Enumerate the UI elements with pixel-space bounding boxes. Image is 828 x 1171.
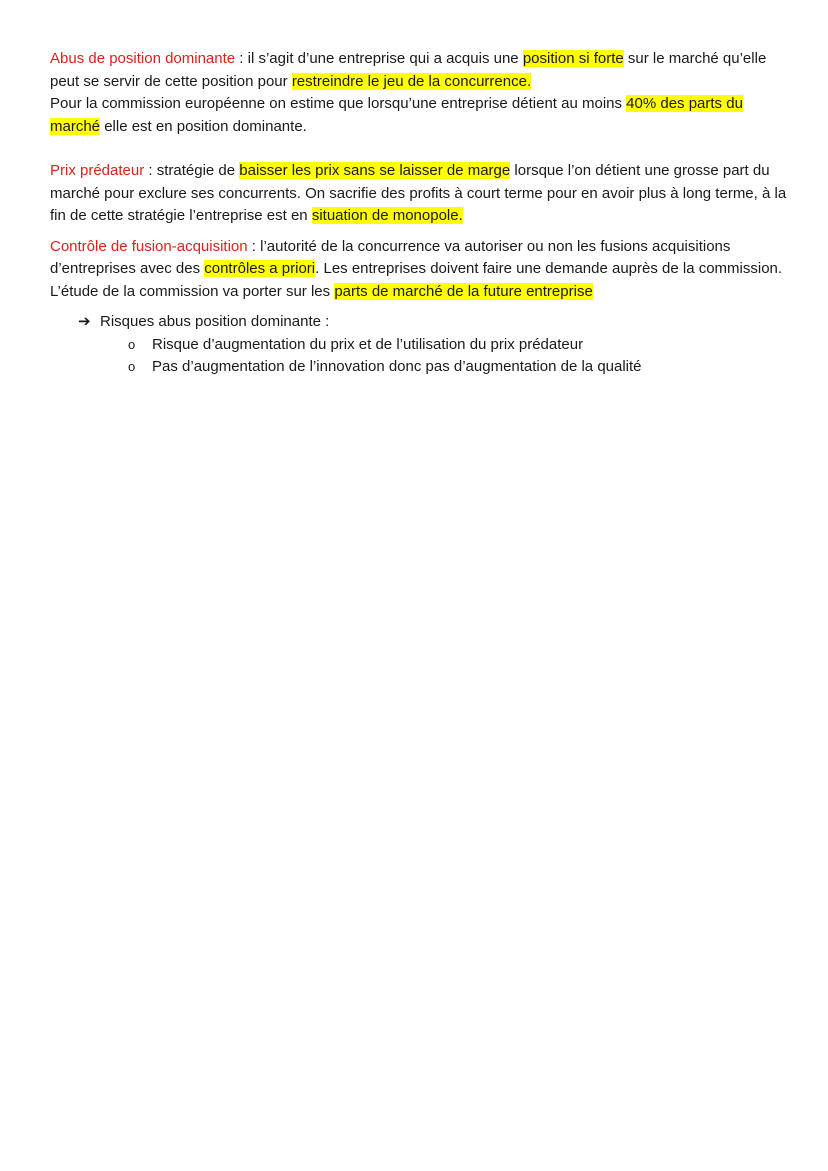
risks-list bbox=[50, 311, 788, 379]
fusion-term: Contrôle de fusion-acquisition bbox=[50, 237, 248, 255]
document-page bbox=[50, 48, 788, 379]
fusion-highlight-1: contrôles a priori bbox=[204, 260, 316, 277]
list-item bbox=[128, 334, 788, 357]
arrow-right-icon: ➔ bbox=[78, 313, 91, 330]
abus-paragraph bbox=[50, 48, 788, 93]
abus-line2-text-2: elle est en position dominante. bbox=[100, 117, 307, 135]
risks-heading-item bbox=[78, 311, 788, 334]
fusion-highlight-2: parts de marché de la future entreprise bbox=[334, 282, 593, 300]
circle-bullet-icon: o bbox=[128, 359, 136, 374]
list-item-text: Pas d’augmentation de l’innovation donc pas d’augmentation de la qualité bbox=[152, 358, 642, 375]
abus-text-1: : il s’agit d’une entreprise qui a acquis une bbox=[235, 50, 523, 67]
abus-paragraph-2 bbox=[50, 93, 788, 138]
abus-highlight-1: position si forte bbox=[522, 50, 624, 67]
list-item bbox=[128, 356, 788, 379]
prix-paragraph bbox=[50, 160, 788, 228]
fusion-text-2: . Les entreprises doivent faire une demande auprès de la commission. L’étude de la commission va porter sur les bbox=[50, 260, 783, 300]
fusion-paragraph bbox=[50, 236, 788, 304]
prix-term: Prix prédateur bbox=[50, 162, 145, 179]
abus-term: Abus de position dominante bbox=[50, 50, 236, 67]
spacer bbox=[50, 228, 788, 236]
list-item-text: Risque d’augmentation du prix et de l’utilisation du prix prédateur bbox=[152, 335, 584, 353]
prix-text-1: : stratégie de bbox=[144, 162, 240, 179]
abus-text-2: sur le marché qu’elle peut se servir de cette position pour bbox=[50, 50, 767, 90]
abus-highlight-2: restreindre le jeu de la concurrence. bbox=[291, 72, 532, 90]
fusion-text-1: : l’autorité de la concurrence va autoriser ou non les fusions acquisitions d’entreprises avec des bbox=[50, 237, 731, 277]
circle-bullet-icon: o bbox=[128, 336, 136, 352]
risks-heading: Risques abus position dominante : bbox=[100, 313, 330, 330]
prix-highlight-1: baisser les prix sans se laisser de marge bbox=[239, 162, 511, 179]
prix-highlight-2: situation de monopole. bbox=[311, 207, 463, 224]
risks-sublist bbox=[78, 334, 788, 379]
spacer bbox=[50, 138, 788, 160]
abus-line2-text-1: Pour la commission européenne on estime que lorsqu’une entreprise détient au moins bbox=[50, 95, 627, 112]
prix-text-2: lorsque l’on détient une grosse part du marché pour exclure ses concurrents. On sacrifie des profits à court terme pour en avoir plus à long terme, à la fin de cette stratégie l’entreprise est en bbox=[50, 162, 787, 224]
abus-line2-highlight: 40% des parts du marché bbox=[50, 95, 743, 135]
